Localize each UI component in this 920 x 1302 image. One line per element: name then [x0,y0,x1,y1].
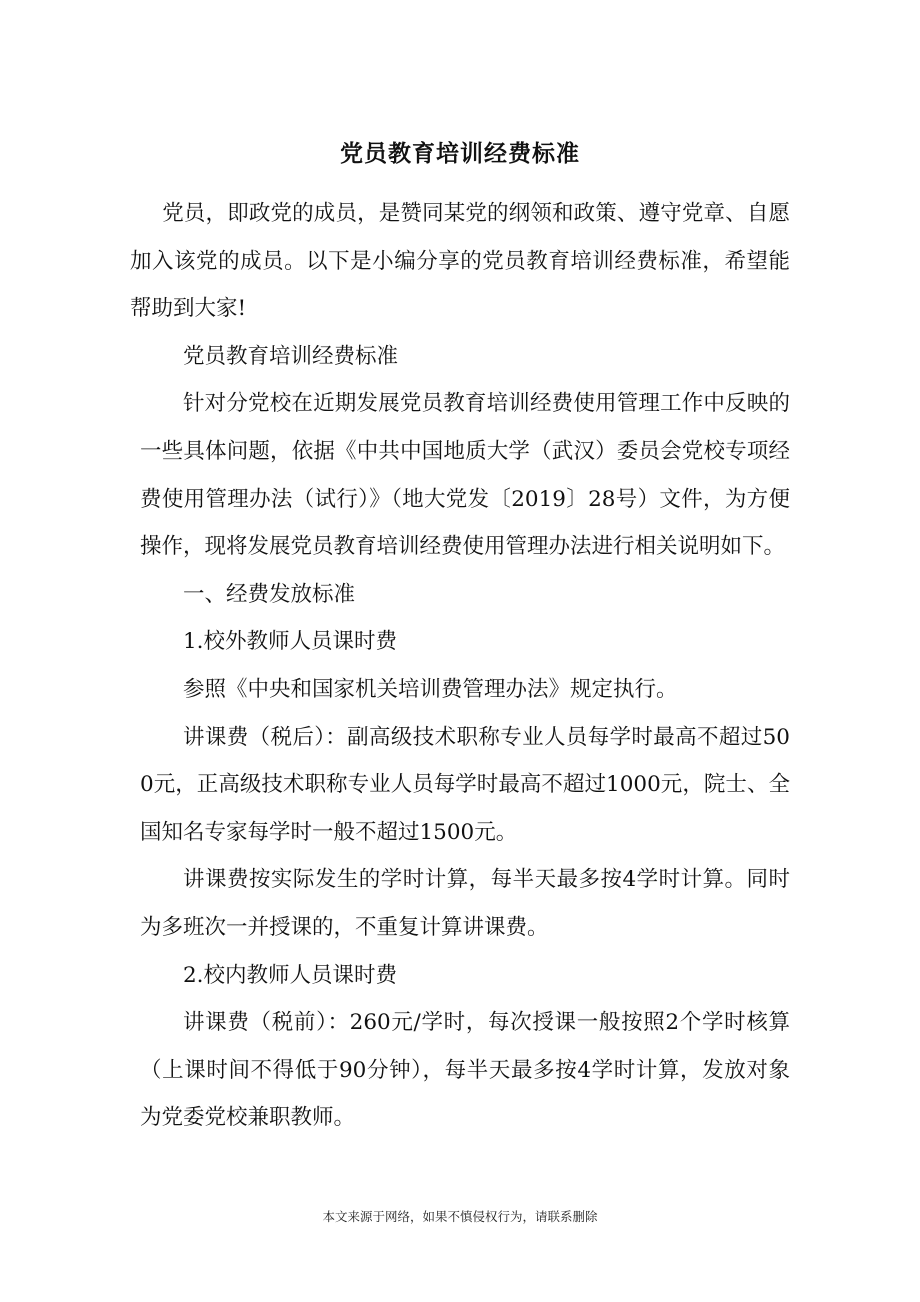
paragraph-internal-fee: 讲课费（税前）：260元/学时，每次授课一般按照2个学时核算（上课时间不得低于90分钟），每半天最多按4学时计算，发放对象为党委党校兼职教师。 [140,1010,790,1131]
document-body [130,190,790,1142]
paragraph-intro: 党员，即政党的成员，是赞同某党的纲领和政策、遵守党章、自愿加入该党的成员。以下是小编分享的党员教育培训经费标准，希望能帮助到大家! [130,201,790,322]
section-heading-1: 一、经费发放标准 [183,581,356,607]
paragraph-reference: 参照《中央和国家机关培训费管理办法》规定执行。 [183,676,678,702]
paragraph-external-fee: 讲课费（税后）：副高级技术职称专业人员每学时最高不超过500元，正高级技术职称专业人员每学时最高不超过1000元，院士、全国知名专家每学时一般不超过1500元。 [140,724,790,845]
document-title: 党员教育培训经费标准 [340,140,580,167]
subsection-heading-1: 1.校外教师人员课时费 [183,629,398,655]
page-footer: 本文来源于网络，如果不慎侵权行为，请联系删除 [322,1209,598,1224]
paragraph-subtitle: 党员教育培训经费标准 [183,343,399,369]
paragraph-fee-calculation: 讲课费按实际发生的学时计算，每半天最多按4学时计算。同时为多班次一并授课的，不重复计算讲课费。 [140,867,790,940]
subsection-heading-2: 2.校内教师人员课时费 [183,962,398,988]
paragraph-background: 针对分党校在近期发展党员教育培训经费使用管理工作中反映的一些具体问题，依据《中共中国地质大学（武汉）委员会党校专项经费使用管理办法（试行）》（地大党发〔2019〕28号）文件，为方便操作，现将发展党员教育培训经费使用管理办法进行相关说明如下。 [140,391,790,560]
